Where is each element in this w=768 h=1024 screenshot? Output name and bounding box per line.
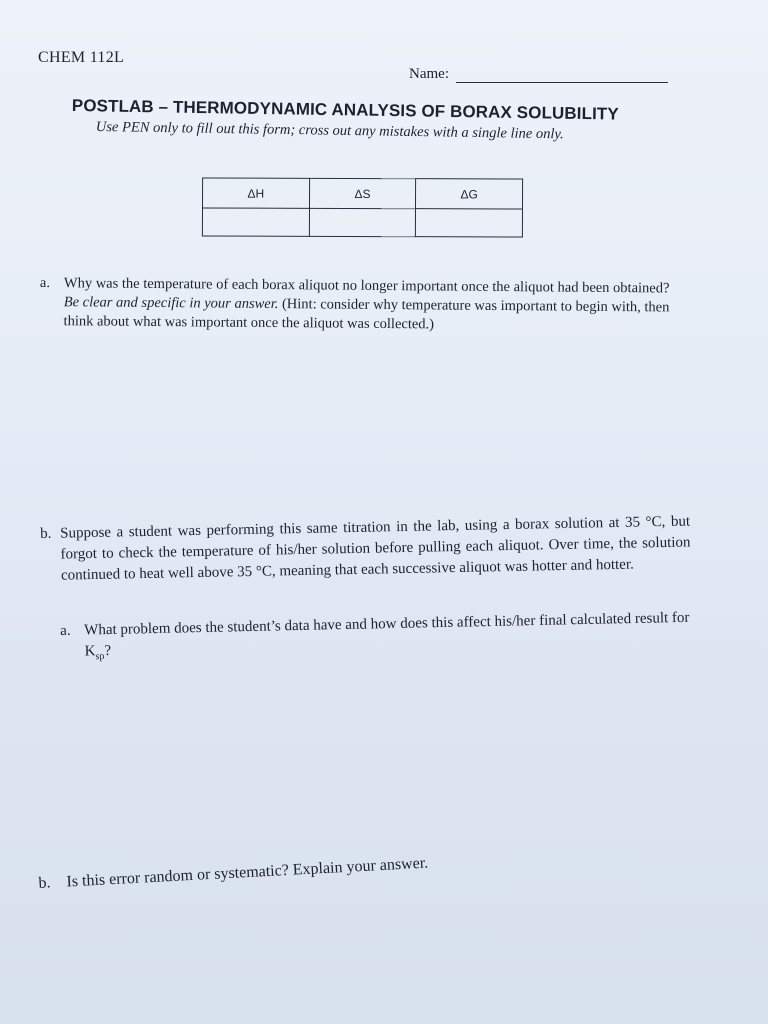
question-b-label: b. — [40, 525, 52, 542]
delta-h-cell[interactable] — [202, 208, 309, 236]
table-answer-row — [202, 208, 522, 237]
question-a-text — [64, 274, 680, 336]
table-header-row — [202, 178, 522, 209]
question-b-sub-b-label: b. — [38, 874, 51, 892]
question-b-text: Suppose a student was performing this same titration in the lab, using a borax solution at 35 °C, but forgot to check the temperature of his/her solution before pulling each aliquot. Over time, the solution continued to heat well above 35 °C, meaning that each successive aliquot was hotter and hotter. — [60, 513, 691, 584]
question-b-sub-a — [60, 608, 701, 668]
question-b-sub-a-end: ? — [104, 642, 112, 660]
question-a-emphasis: Be clear and specific in your answer. — [63, 294, 279, 313]
question-b-sub-b-text: Is this error random or systematic? Explain your answer. — [66, 854, 429, 891]
name-label: Name: — [409, 66, 449, 82]
delta-s-cell[interactable] — [309, 208, 416, 236]
delta-s-header: ΔS — [309, 178, 416, 208]
delta-g-header: ΔG — [416, 179, 523, 209]
ksp-subscript: sp — [95, 651, 105, 663]
course-code: CHEM 112L — [38, 49, 125, 66]
page-title: POSTLAB – THERMODYNAMIC ANALYSIS OF BORAX SOLUBILITY — [71, 96, 619, 124]
name-field-line[interactable] — [456, 82, 668, 83]
question-a — [40, 274, 680, 337]
thermodynamics-table — [202, 177, 523, 237]
question-a-label: a. — [39, 274, 51, 292]
question-b-sub-a-body: What problem does the student’s data have and how does this affect his/her final calculated result for K — [84, 609, 690, 660]
question-b-sub-b — [38, 840, 678, 895]
delta-h-header: ΔH — [202, 178, 309, 208]
question-a-hint: (Hint: consider why temperature was important to begin with, then think about what was important once the aliquot was collected.) — [63, 296, 670, 333]
instructions: Use PEN only to fill out this form; cross out any mistakes with a single line only. — [95, 119, 564, 143]
question-b-sub-a-text — [84, 608, 701, 668]
delta-g-cell[interactable] — [416, 209, 523, 237]
question-a-text-start: Why was the temperature of each borax aliquot no longer important once the aliquot had been obtained? — [63, 275, 670, 297]
question-b — [40, 512, 691, 587]
question-b-sub-a-label: a. — [60, 622, 71, 639]
